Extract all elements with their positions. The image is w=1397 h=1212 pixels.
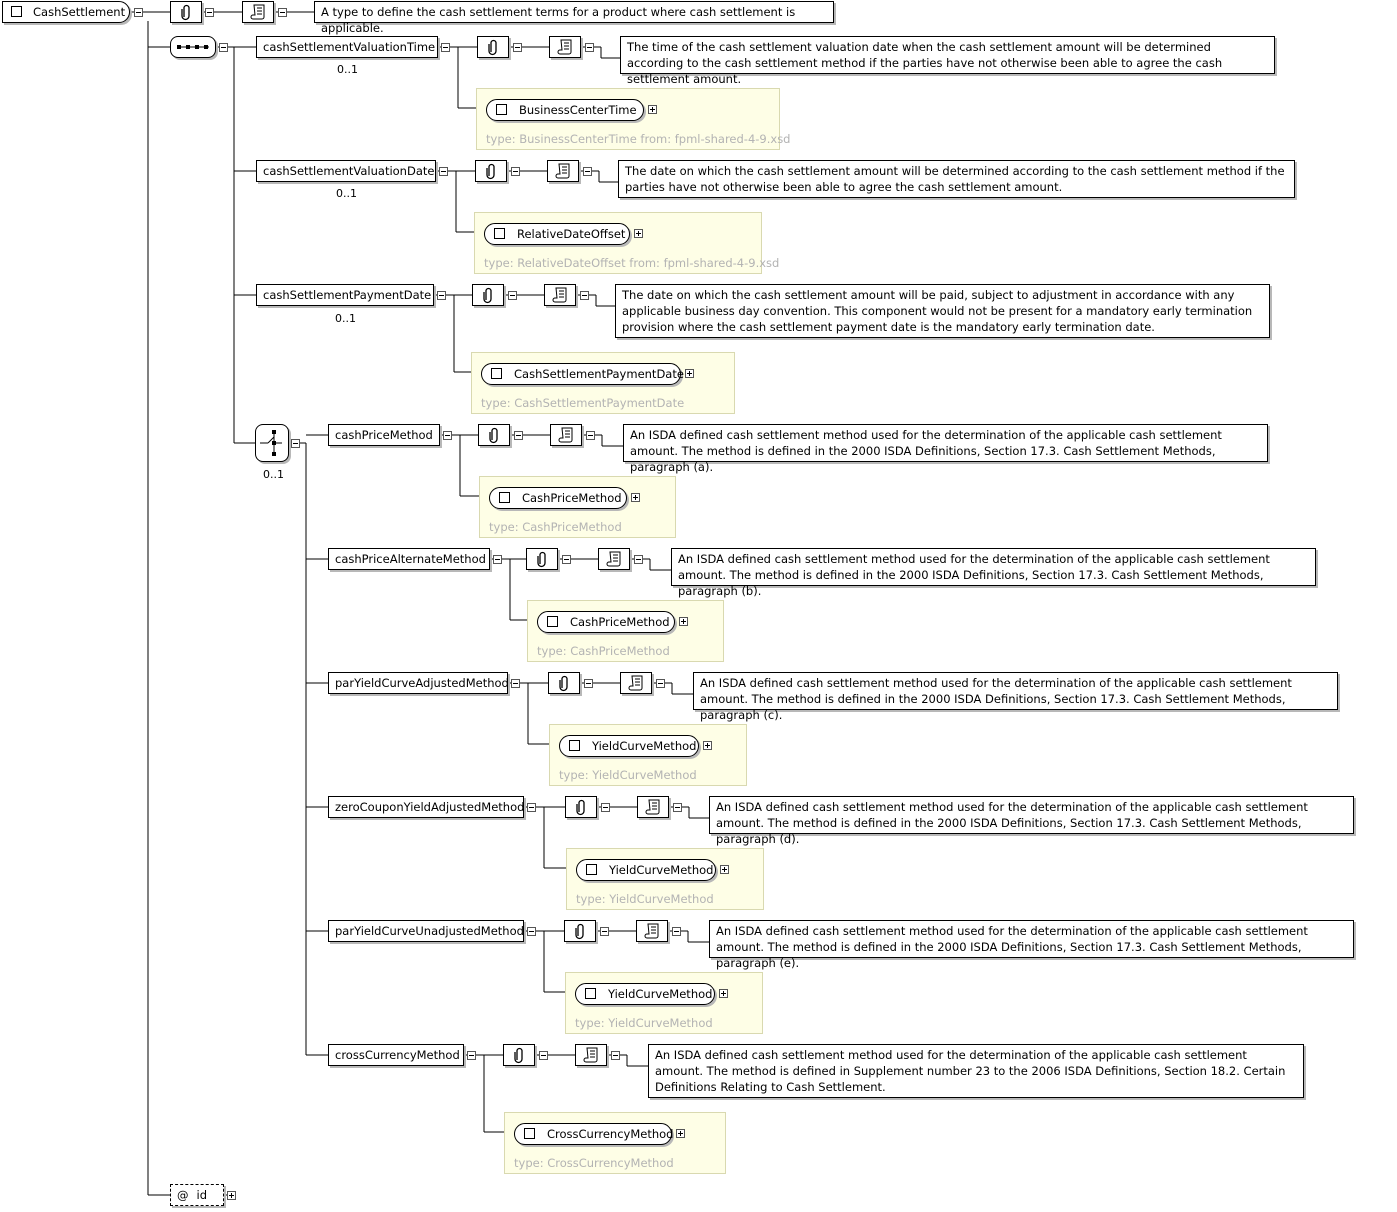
type-label: type: CashPriceMethod <box>489 520 622 534</box>
expand-toggle[interactable] <box>634 229 643 238</box>
paperclip-icon <box>526 548 558 570</box>
root-name: CashSettlement <box>33 5 126 19</box>
root-node[interactable] <box>2 1 130 23</box>
documentation-text: An ISDA defined cash settlement method used for the determination of the applicable cash settlement amount. The method is defined in the 2000 ISDA Definitions, Section 17.3. Cash Settlement Methods, paragraph (d). <box>709 796 1354 834</box>
paperclip-icon <box>477 36 509 58</box>
type-name: CrossCurrencyMethod <box>547 1127 674 1141</box>
complex-type-icon <box>586 864 597 875</box>
collapse-toggle[interactable] <box>514 431 523 440</box>
type-label: type: CashPriceMethod <box>537 644 670 658</box>
documentation-text: An ISDA defined cash settlement method used for the determination of the applicable cash settlement amount. The method is defined in the 2000 ISDA Definitions, Section 17.3. Cash Settlement Methods, paragraph (e). <box>709 920 1354 958</box>
scroll-icon <box>637 796 669 818</box>
collapse-toggle[interactable] <box>672 927 681 936</box>
scroll-icon <box>598 548 630 570</box>
paperclip-icon <box>170 1 202 23</box>
documentation-text: A type to define the cash settlement terms for a product where cash settlement is applicable. <box>314 1 834 23</box>
scroll-icon <box>547 160 579 182</box>
collapse-toggle[interactable] <box>527 927 536 936</box>
paperclip-icon <box>478 424 510 446</box>
collapse-toggle[interactable] <box>611 1051 620 1060</box>
type-box <box>527 600 724 662</box>
occurrence-label: 0..1 <box>263 468 284 481</box>
scroll-icon <box>550 424 582 446</box>
complex-type-icon <box>496 104 507 115</box>
type-label: type: CrossCurrencyMethod <box>514 1156 674 1170</box>
collapse-toggle[interactable] <box>439 167 448 176</box>
complex-type-icon <box>585 988 596 999</box>
paperclip-icon <box>548 672 580 694</box>
occurrence-label: 0..1 <box>335 312 356 325</box>
documentation-text: An ISDA defined cash settlement method used for the determination of the applicable cash settlement amount. The method is defined in the 2000 ISDA Definitions, Section 17.3. Cash Settlement Methods, paragraph (b). <box>671 548 1316 586</box>
type-box <box>566 848 764 910</box>
type-name: BusinessCenterTime <box>519 103 637 117</box>
collapse-toggle[interactable] <box>583 167 592 176</box>
attribute-at: @ <box>177 1188 189 1202</box>
type-box <box>471 352 735 414</box>
collapse-toggle[interactable] <box>219 43 228 52</box>
documentation-text: The date on which the cash settlement amount will be determined according to the cash settlement method if the parties have not otherwise been able to agree the cash settlement amount. <box>618 160 1295 198</box>
collapse-toggle[interactable] <box>586 431 595 440</box>
element-node[interactable]: cashSettlementPaymentDate <box>256 284 434 306</box>
type-label: type: CashSettlementPaymentDate <box>481 396 685 410</box>
expand-toggle[interactable] <box>720 865 729 874</box>
type-box <box>549 724 747 786</box>
element-node[interactable]: parYieldCurveUnadjustedMethod <box>328 920 524 942</box>
scroll-icon <box>575 1044 607 1066</box>
expand-toggle[interactable] <box>679 617 688 626</box>
collapse-toggle[interactable] <box>441 43 450 52</box>
type-label: type: YieldCurveMethod <box>576 892 714 906</box>
complex-type-icon <box>494 228 505 239</box>
complex-type-icon <box>499 492 510 503</box>
expand-toggle[interactable] <box>685 369 694 378</box>
attribute-node[interactable] <box>170 1184 224 1206</box>
collapse-toggle[interactable] <box>656 679 665 688</box>
type-box <box>479 476 676 538</box>
sequence-icon <box>170 36 216 58</box>
type-name: CashSettlementPaymentDate <box>514 367 684 381</box>
complex-type-icon <box>524 1128 535 1139</box>
collapse-toggle[interactable] <box>584 679 593 688</box>
type-label: type: RelativeDateOffset from: fpml-shared-4-9.xsd <box>484 256 780 270</box>
collapse-toggle[interactable] <box>511 679 520 688</box>
collapse-toggle[interactable] <box>585 43 594 52</box>
element-node[interactable]: crossCurrencyMethod <box>328 1044 464 1066</box>
type-name: CashPriceMethod <box>570 615 670 629</box>
scroll-icon <box>242 1 274 23</box>
type-label: type: BusinessCenterTime from: fpml-shared-4-9.xsd <box>486 132 791 146</box>
type-node[interactable] <box>559 735 699 757</box>
documentation-text: The time of the cash settlement valuation date when the cash settlement amount will be determined according to the cash settlement method if the parties have not otherwise been able to agree the cash settlement amount. <box>620 36 1275 74</box>
complex-type-icon <box>569 740 580 751</box>
type-name: RelativeDateOffset <box>517 227 626 241</box>
occurrence-label: 0..1 <box>337 63 358 76</box>
choice-icon <box>255 424 289 462</box>
collapse-toggle[interactable] <box>291 439 300 448</box>
collapse-toggle[interactable] <box>508 291 517 300</box>
paperclip-icon <box>472 284 504 306</box>
type-box <box>476 88 791 150</box>
element-node[interactable]: cashSettlementValuationTime <box>256 36 438 58</box>
element-node[interactable]: cashSettlementValuationDate <box>256 160 436 182</box>
paperclip-icon <box>565 796 597 818</box>
collapse-toggle[interactable] <box>278 8 287 17</box>
type-name: YieldCurveMethod <box>608 987 713 1001</box>
documentation-text: The date on which the cash settlement amount will be paid, subject to adjustment in accordance with any applicable business day convention. This component would not be present for a mandatory early termination provision where the cash settlement payment date is the mandatory early termination date. <box>615 284 1270 338</box>
type-box <box>504 1112 726 1174</box>
documentation-text: An ISDA defined cash settlement method used for the determination of the applicable cash settlement amount. The method is defined in the 2000 ISDA Definitions, Section 17.3. Cash Settlement Methods, paragraph (a). <box>623 424 1268 462</box>
scroll-icon <box>544 284 576 306</box>
paperclip-icon <box>475 160 507 182</box>
expand-toggle[interactable] <box>631 493 640 502</box>
scroll-icon <box>549 36 581 58</box>
expand-toggle[interactable] <box>227 1191 236 1200</box>
type-node[interactable] <box>537 611 675 633</box>
attribute-name: id <box>196 1188 207 1202</box>
type-label: type: YieldCurveMethod <box>559 768 697 782</box>
type-box <box>565 972 763 1034</box>
element-node[interactable]: zeroCouponYieldAdjustedMethod <box>328 796 524 818</box>
occurrence-label: 0..1 <box>336 187 357 200</box>
collapse-toggle[interactable] <box>580 291 589 300</box>
type-node[interactable] <box>489 487 627 509</box>
expand-toggle[interactable] <box>648 105 657 114</box>
documentation-text: An ISDA defined cash settlement method used for the determination of the applicable cash settlement amount. The method is defined in the 2000 ISDA Definitions, Section 17.3. Cash Settlement Methods, paragraph (c). <box>693 672 1338 710</box>
collapse-toggle[interactable] <box>634 555 643 564</box>
expand-toggle[interactable] <box>703 741 712 750</box>
expand-toggle[interactable] <box>676 1129 685 1138</box>
collapse-toggle[interactable] <box>437 291 446 300</box>
collapse-toggle[interactable] <box>511 167 520 176</box>
type-label: type: YieldCurveMethod <box>575 1016 713 1030</box>
collapse-toggle[interactable] <box>205 8 214 17</box>
collapse-toggle[interactable] <box>134 8 143 17</box>
collapse-toggle[interactable] <box>527 803 536 812</box>
type-node[interactable] <box>486 99 644 121</box>
element-node[interactable]: parYieldCurveAdjustedMethod <box>328 672 508 694</box>
type-node[interactable] <box>484 223 630 245</box>
type-box <box>474 212 780 274</box>
collapse-toggle[interactable] <box>539 1051 548 1060</box>
paperclip-icon <box>503 1044 535 1066</box>
collapse-toggle[interactable] <box>600 927 609 936</box>
collapse-toggle[interactable] <box>601 803 610 812</box>
documentation-text: An ISDA defined cash settlement method used for the determination of the applicable cash settlement amount. The method is defined in Supplement number 23 to the 2006 ISDA Definitions, Section 18.2. Certain Definitions Relating to Cash Settlement. <box>648 1044 1304 1098</box>
complex-type-icon <box>11 6 22 17</box>
type-node[interactable] <box>514 1123 672 1145</box>
complex-type-icon <box>491 368 502 379</box>
scroll-icon <box>636 920 668 942</box>
expand-toggle[interactable] <box>719 989 728 998</box>
collapse-toggle[interactable] <box>493 555 502 564</box>
type-name: YieldCurveMethod <box>609 863 714 877</box>
collapse-toggle[interactable] <box>443 431 452 440</box>
type-node[interactable] <box>575 983 715 1005</box>
element-node[interactable]: cashPriceAlternateMethod <box>328 548 490 570</box>
scroll-icon <box>620 672 652 694</box>
type-name: YieldCurveMethod <box>592 739 697 753</box>
collapse-toggle[interactable] <box>562 555 571 564</box>
type-name: CashPriceMethod <box>522 491 622 505</box>
type-node[interactable] <box>576 859 716 881</box>
collapse-toggle[interactable] <box>513 43 522 52</box>
complex-type-icon <box>547 616 558 627</box>
type-node[interactable] <box>481 363 684 385</box>
collapse-toggle[interactable] <box>673 803 682 812</box>
collapse-toggle[interactable] <box>467 1051 476 1060</box>
element-node[interactable]: cashPriceMethod <box>328 424 440 446</box>
paperclip-icon <box>564 920 596 942</box>
